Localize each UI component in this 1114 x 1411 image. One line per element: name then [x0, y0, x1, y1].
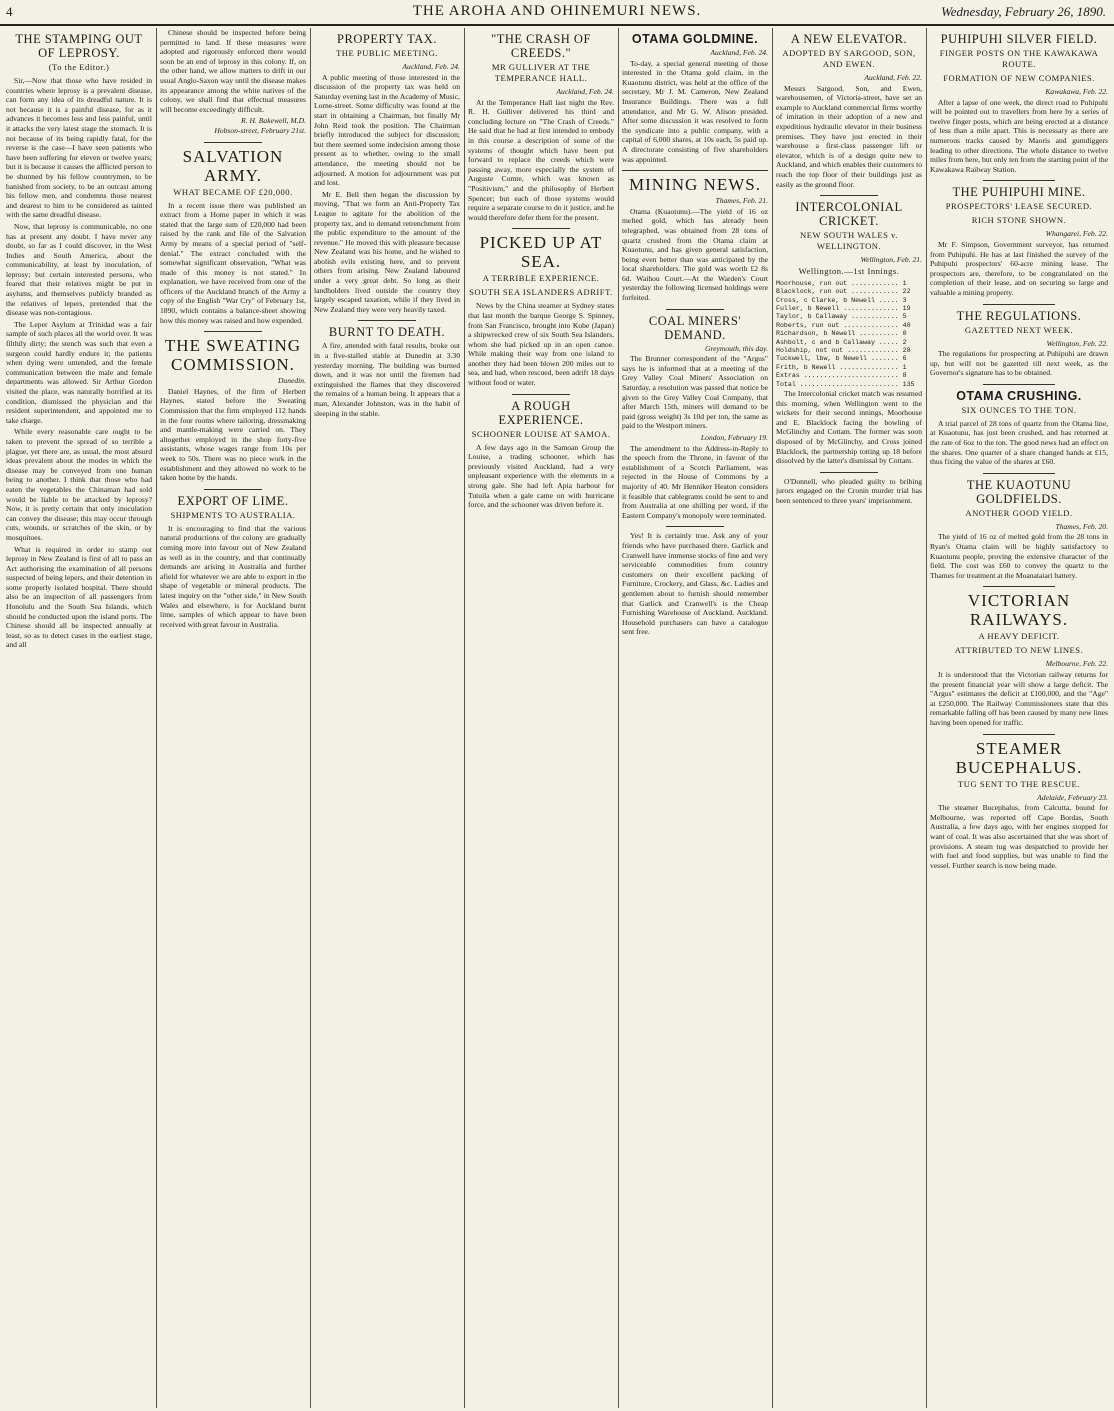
article-heading: THE PUHIPUHI MINE.: [952, 185, 1086, 200]
score-row: Ashbolt, c and b Callaway ..... 2: [776, 338, 907, 346]
divider: [983, 180, 1054, 181]
article-paragraph: What is required in order to stamp out leprosy in New Zealand is first of all to pass an Act authorising the examination of all persons suspected of being lepers, and their detention in some properly isolated hospital. There should also be an inspection of all passengers from Honolulu and the South Sea Islands, which should be conducted upon the island ports. The Chinese should all be inspected annually at least, so as to detect cases in the earliest stage, and all: [6, 544, 152, 650]
dateline: Whangarei, Feb. 22.: [1045, 229, 1108, 239]
article-heading: THE KUAOTUNU GOLDFIELDS.: [966, 477, 1072, 506]
article-paragraph: At the Temperance Hall last night the Rev. R. H. Gulliver delivered his third and concluding lecture on "The Crash of Creeds." He said that he had at first intended to embody in this course a description of some of the systems of thought which have been put forward to replace the creeds which were passing away, more especially the system of Auguste Comte, which was known as "Positivism," and the philosophy of Herbert Spencer; but each of those systems would require a separate course to do it justice, and he would therefore defer them for the present.: [468, 97, 614, 222]
dateline: Dunedin.: [277, 376, 306, 386]
dateline: Wellington, Feb. 21.: [860, 255, 922, 265]
article-subheading: MR GULLIVER AT THE TEMPERANCE HALL.: [491, 62, 591, 83]
divider: [820, 195, 878, 196]
column-1: [6, 28, 152, 1408]
divider: [204, 489, 262, 490]
score-row: Cross, c Clarke, b Newell ..... 3: [776, 296, 907, 304]
article-paragraph: The steamer Bucephalus, from Calcutta, bound for Melbourne, was reported off Cape Bordas, South Australia, a few days ago, with her engines stopped for want of coal. It was also ascertained that she was short of provisions. A steam tug was despatched to provide her with fuel and food supplies, but was unable to find the vessel. Further search is now being made.: [930, 803, 1108, 870]
dateline: Auckland, Feb. 24.: [556, 87, 614, 96]
article-heading: PROPERTY TAX.: [337, 32, 437, 46]
score-row: Blacklock, run out ............ 22: [776, 288, 911, 296]
article-paragraph: The yield of 16 oz of melted gold from the 28 tons in Ryan's Otama claim will be highly satisfactory to Kuaotunu people, proving the extensive character of the field. The cost was £60 to convey the quartz to the Thames for treatment at the Moanataiari battery.: [930, 532, 1108, 580]
article-subheading: SIX OUNCES TO THE TON.: [961, 404, 1077, 415]
dateline: Auckland, Feb. 22.: [864, 73, 922, 82]
article-paragraph: After a lapse of one week, the direct road to Puhipuhi will be pointed out to travellers from here by a series of twelve finger posts, which are being erected at a distance of less than a mile apart. This is necessary as there are numerous tracks caused by Maoris and gumdiggers leading to other directions. The whole distance to twelve miles from here, but only ten from the starting point of the Kawakawa Railway Station.: [930, 97, 1108, 174]
article-paragraph: In a recent issue there was published an extract from a Home paper in which it was stated that the large sum of £20,000 had been raised by the rank and file of the Salvation Army by means of a special period of "self-denial." The extract concluded with the somewhat significant observation, "What was made of this money is not stated." In explanation, we have received from one of the officers of the Auckland branch of the Army a copy of the English "War Cry" of February 1st, 1890, which contains a balance-sheet showing how this money was raised and how expended.: [160, 200, 306, 325]
divider: [512, 228, 570, 229]
article-heading: COAL MINERS' DEMAND.: [648, 313, 742, 342]
article-subheading: A HEAVY DEFICIT.: [978, 631, 1060, 642]
article-subheading: FORMATION OF NEW COMPANIES.: [943, 73, 1095, 83]
article-heading: OTAMA GOLDMINE.: [631, 32, 759, 46]
article-paragraph: A public meeting of those interested in the discussion of the property tax was held on Saturday evening last in the Academy of Music, Lorne-street. Some difficulty was found at the start in obtaining a Chairman, but finally Mr John Reid took the position. The Chairman briefly introduced the subject for discussion; but there seemed some indecision among those present as to whether, owing to the small attendance, the meeting should not be adjourned. A motion for adjournment was put and lost.: [314, 72, 460, 188]
divider: [983, 384, 1054, 385]
article-subheading: FINGER POSTS ON THE KAWAKAWA ROUTE.: [939, 48, 1099, 69]
article-paragraph: Otama (Kuaotunu).—The yield of 16 oz melted gold, which has already been telegraphed, was obtained from 28 tons of quartz crushed from the Otama claim at Kuaotunu, and has given general satisfaction, being even better than was anticipated by the local shareholders. The gold was worth £2 8s 6d. Waihou Court.—At the Warden's Court yesterday the following licensed holdings were forfeited.: [622, 206, 768, 303]
advertisement: Yes! It is certainly true. Ask any of your friends who have purchased there. Garlick and Cranwell have immense stocks of fine and very serviceable commodities from country customers on their excellent packing of Furniture, Crockery, and Glass, &c. Ladies and gentlemen about to furnish should remember that Garlick and Cranwell's is the Cheap Furnishing Warehouse of Auckland. Auckland. Household purchasers can have a catalogue sent free.: [622, 531, 768, 637]
article-subheading: RICH STONE SHOWN.: [971, 215, 1067, 226]
article-paragraph: Chinese should be inspected before being permitted to land. If these measures were adopted and rigorously enforced there would soon be an end of leprosy in this colony. If, on the other hand, we allow matters to drift in our usual Anglo-Saxon way until the disease makes its appearance among the white natives of the colony, we shall find that effectual measures will become exceedingly difficult.: [160, 28, 306, 114]
article-subheading: SOUTH SEA ISLANDERS ADRIFT.: [469, 287, 613, 298]
article-heading: THE REGULATIONS.: [956, 308, 1082, 323]
article-heading: THE SWEATING COMMISSION.: [164, 336, 302, 375]
article-subheading: TUG SENT TO THE RESCUE.: [958, 778, 1080, 789]
letter-address: Hobson-street, February 21st.: [214, 125, 306, 135]
column-7: [930, 28, 1108, 1408]
column-4: [468, 28, 614, 1408]
score-row: Moorhouse, run out ............ 1: [776, 279, 907, 287]
article-subheading: NEW SOUTH WALES v. WELLINGTON.: [800, 230, 898, 252]
page-number: 4: [6, 4, 13, 19]
dateline: Kawakawa, Feb. 22.: [1045, 87, 1108, 96]
article-paragraph: Sir,—Now that those who have resided in countries where leprosy is a prevalent disease, can form any idea of its dreadful nature. It is not because it is a painful disease, for as it advances it becomes less and less painful, until it attacks the very latest stage the stomach. It is not because of its being rapidly fatal, for the reverse is the case—I have seen patients who have been suffering for eleven or twelve years; but it is because it causes the afflicted person to be shunned by his fellow countrymen, to be banished from society, to be an outcast among his fellow men, and condemns those nearest and dearest to him to be considered as tainted with the same dreadful disease.: [6, 76, 152, 220]
article-paragraph: A fire, attended with fatal results, broke out in a five-stalled stable at Dunedin at 3.30 yesterday morning. The building was burned down, and it was not until the firemen had extinguished the flames that they discovered the remains of a human being. It appears that a man, Alexander Johnston, was in the habit of sleeping in the stable.: [314, 341, 460, 418]
article-subheading: ATTRIBUTED TO NEW LINES.: [954, 645, 1084, 656]
article-paragraph: The amendment to the Address-in-Reply to the speech from the Throne, in favour of the establishment of a Scotch Parliament, was rejected in the House of Commons by a majority of 40. Mr Henniker Heaton considers it feasible that cablegrams could be sent to and from Australia at one shilling per word, if the Eastern Company's monopoly were terminated.: [622, 443, 768, 520]
divider: [983, 734, 1054, 735]
article-heading: PICKED UP AT SEA.: [479, 233, 603, 272]
article-heading: STEAMER BUCEPHALUS.: [955, 738, 1083, 777]
divider: [204, 331, 262, 332]
divider: [358, 320, 416, 321]
article-heading: OTAMA CRUSHING.: [956, 388, 1082, 403]
article-heading: PUHIPUHI SILVER FIELD.: [940, 32, 1098, 46]
divider: [666, 526, 724, 527]
dateline: London, February 19.: [700, 433, 768, 442]
article-paragraph: The Intercolonial cricket match was resumed this morning, when Wellington went to the wickets for their second innings, Moorhouse and E. Blacklock facing the bowling of McGlinchy and Cottam. The former was soon disposed of by McGlinchy, and Cross joined Blacklock, the partnership totting up 18 before dissolved by the latter's dismissal by Cottam.: [776, 389, 922, 466]
article-paragraph: Now, that leprosy is communicable, no one has at present any doubt. I have never any doubt, so far as I could discover, in the West Indies and South America, about the communicability, at least by inoculation, of leprosy; but certain interested persons, who feared that their relatives might be put in asylums, and themselves publicly branded as the relatives of lepers, pretended that the disease was non-contagious.: [6, 221, 152, 318]
dateline: Melbourne, Feb. 22.: [1045, 659, 1108, 669]
score-row: Total ......................... 135: [776, 380, 915, 388]
score-row: Richardson, b Newell .......... 0: [776, 330, 907, 338]
column-3: [314, 28, 460, 1408]
column-rule: [926, 28, 927, 1408]
dateline: Auckland, Feb. 24.: [402, 62, 460, 71]
divider: [820, 472, 878, 473]
score-row: Holdship, not out ............. 28: [776, 346, 911, 354]
innings-heading: Wellington.—1st Innings.: [798, 265, 900, 276]
divider: [983, 304, 1054, 305]
column-rule: [310, 28, 311, 1408]
divider: [666, 309, 724, 310]
article-subheading: WHAT BECAME OF £20,000.: [173, 186, 293, 197]
article-heading: BURNT TO DEATH.: [328, 325, 446, 340]
article-subheading: GAZETTED NEXT WEEK.: [964, 324, 1074, 335]
article-heading: THE STAMPING OUT OF LEPROSY.: [15, 32, 143, 60]
article-paragraph: Daniel Haynes, of the firm of Herbert Haynes, stated before the Sweating Commission that the firm employed 112 hands in the four rooms where tailoring, dressmaking and mantle-making were carried on. They altogether employed in the shop forty-five assistants, whose wages range from 10s per week to 50s. There was no piece work in the establishment and they allowed no work to be taken home by the hands.: [160, 386, 306, 483]
divider: [512, 394, 570, 395]
newspaper-title: THE AROHA AND OHINEMURI NEWS.: [412, 3, 702, 19]
article-paragraph: Mr F. Simpson, Government surveyor, has returned from Puhipuhi. He has at last finished the survey of the Puhipuhi prospectors' 60-acre mining lease. The prospectors are, therefore, to be congratulated on the completion of their lease, and on securing so large and valuable a mining property.: [930, 239, 1108, 297]
article-paragraph: The Leper Asylum at Trinidad was a fair sample of such places all the world over. It was filthily dirty; the stench was such that even a surgeon could hardly endure it; the patients when dying were untended, and the female communication between the male and female departments was allowed. Sir Arthur Gordon visited the place, was naturally horrified at its condition, dismissed the physician and the resident superintendent, and appointed me to take charge.: [6, 319, 152, 425]
article-paragraph: Messrs Sargood, Son, and Ewen, warehousemen, of Victoria-street, have set an example to Auckland commercial firms worthy of imitation in their adoption of a new and expeditious hydraulic elevator in their business premises. They have just erected in their warehouse a first-class passenger lift or elevator, which is of a design quite new to Auckland, and which enables their customers to reach the top floor of their buildings just as easily as the ground floor.: [776, 83, 922, 189]
article-paragraph: A few days ago in the Samoan Group the Louise, a trading schooner, which has previously visited Auckland, had a very unpleasant experience with the elements in a strong gale. She had left Apia harbour for Tutuila when a gale came on with hurricane force, and the schooner was driven before it.: [468, 442, 614, 510]
article-paragraph: To-day, a special general meeting of those interested in the Otama gold claim, in the Kuaotunu district, was held at the office of the secretary, Mr J. M. Cameron, New Zealand Insurance Buildings. There was a full attendance, and Mr G. W. Alison presided. After some discussion it was resolved to form the syndicate into a public company, with a capital of 6,000 shares, at 10s each, 5s paid up. A directorate consisting of five shareholders was appointed.: [622, 58, 768, 164]
score-row: Taylor, b Callaway ............ 5: [776, 313, 907, 321]
article-subheading: SHIPMENTS TO AUSTRALIA.: [170, 509, 296, 520]
column-6: [776, 28, 922, 1408]
dateline: Adelaide, February 23.: [1037, 792, 1108, 802]
issue-date: Wednesday, February 26, 1890.: [941, 4, 1106, 19]
score-row: Roberts, run out .............. 40: [776, 321, 911, 329]
article-heading: A ROUGH EXPERIENCE.: [498, 398, 584, 427]
article-subheading: SCHOONER LOUISE AT SAMOA.: [471, 428, 611, 439]
article-subheading: ANOTHER GOOD YIELD.: [965, 507, 1073, 518]
divider: [622, 170, 768, 171]
column-rule: [772, 28, 773, 1408]
column-5: [622, 28, 768, 1408]
article-paragraph: It is encouraging to find that the various natural productions of the colony are gradually coming more into favour out of New Zealand as well as in the country, and that continually demands are arising in Australia and further afield for whatever we are able to export in the shape of vegetable or mineral products. The latest inquiry on the "other side," in New South Wales and elsewhere, is for Auckland burnt lime, samples of which appear to have been received with great favour in Australia.: [160, 523, 306, 629]
score-row: Fuller, b Newell .............. 19: [776, 304, 911, 312]
score-row: Extras ........................ 8: [776, 372, 907, 380]
dateline: Greymouth, this day.: [705, 343, 768, 353]
article-paragraph: The regulations for prospecting at Puhipuhi are drawn up, but will not be gazetted till next week, as the Governor's signature has to be obtained.: [930, 349, 1108, 378]
article-paragraph: While every reasonable care ought to be taken to prevent the spread of so terrible a plague, yet there are, as usual, the most absurd ideas prevalent about the modes in which the disease may be conveyed from one human being to another. I think that those who had eaten the vegetables the Chinaman had sold would be liable to be attacked by leprosy? Now, it is pretty certain that only inoculation can convey the disease; this may occur through cuts, wounds, or scratches of the skin, or by mosquitoes.: [6, 427, 152, 542]
article-paragraph: Mr E. Bell then began the discussion by moving, "That we form an Anti-Property Tax League to agitate for the abolition of the property tax, and to demand retrenchment from the public expenditure to the amount of the revenue." He moved this with pleasure because New Zealand was his home, and he wished to abolish evils existing here, and to prevent others from arising. New Zealand laboured under a very great debt. So long as their landholders lived outside the country they largely escaped taxation, while if they lived in New Zealand they were very heavily taxed.: [314, 189, 460, 314]
letter-signature: R. H. Bakewell, M.D.: [241, 116, 306, 126]
article-heading: MINING NEWS.: [629, 175, 761, 195]
article-subheading: A TERRIBLE EXPERIENCE.: [482, 273, 600, 284]
article-heading: INTERCOLONIAL CRICKET.: [795, 200, 903, 229]
dateline: Thames, Feb. 21.: [715, 196, 768, 206]
divider: [983, 473, 1054, 474]
dateline: Thames, Feb. 20.: [1055, 521, 1108, 531]
masthead: [0, 0, 1114, 26]
score-row: Frith, b Newell ............... 1: [776, 363, 907, 371]
article-paragraph: O'Donnell, who pleaded guilty to bribing jurors engaged on the Cronin murder trial has been sentenced to three years' imprisonment.: [776, 476, 922, 505]
article-heading: VICTORIAN RAILWAYS.: [967, 591, 1071, 630]
score-row: Tuckwell, lbw, b Newell ....... 6: [776, 355, 907, 363]
article-subheading: ADOPTED BY SARGOOD, SON, AND EWEN.: [782, 48, 916, 69]
article-paragraph: News by the China steamer at Sydney states that last month the barque George S. Spinney, from San Francisco, brought into Kobe (Japan) a shipwrecked crew of six South Sea Islanders, whom she had picked up in an open canoe. While making their way from one island to another they had been blown 200 miles out to sea, and had, when rescued, been adrift 18 days without food or water.: [468, 301, 614, 388]
dateline: Wellington, Feb. 22.: [1046, 338, 1108, 348]
article-paragraph: It is understood that the Victorian railway returns for the present financial year will show a large deficit. The "Argus" estimates the deficit at £100,000, and the "Age" at £250,000. The Railway Commissioners state that this remarkable falling off has been caused by many new lines having been opened for traffic.: [930, 670, 1108, 727]
column-rule: [464, 28, 465, 1408]
column-2: [160, 28, 306, 1408]
article-subheading: (To the Editor.): [48, 62, 110, 72]
article-heading: EXPORT OF LIME.: [177, 493, 289, 508]
divider: [983, 586, 1054, 587]
divider: [204, 142, 262, 143]
article-paragraph: A trial parcel of 28 tons of quartz from the Otama line, at Kuaotunu, has just been crushed, and has returned at the rate of 6oz to the ton. The good news had an effect on the shares. One quarter of a share changed hands at £15, thus fixing the value of the shares at £60.: [930, 418, 1108, 467]
dateline: Auckland, Feb. 24.: [710, 48, 768, 57]
article-subheading: THE PUBLIC MEETING.: [336, 48, 438, 58]
article-heading: SALVATION ARMY.: [182, 146, 284, 185]
article-paragraph: The Brunner correspondent of the "Argus" says he is informed that at a meeting of the Grey Valley Coal Miners' Association on Saturday, a resolution was passed that notice be given to the Grey Valley Coal Company, that after March 15th, miners will demand to be paid (gross weight) 3s 10d per ton, the same as paid to the Westport miners.: [622, 354, 768, 431]
article-heading: A NEW ELEVATOR.: [790, 32, 908, 46]
article-heading: "THE CRASH OF CREEDS.": [491, 32, 591, 60]
column-rule: [156, 28, 157, 1408]
column-rule: [618, 28, 619, 1408]
cricket-scorecard: [776, 280, 922, 389]
article-subheading: PROSPECTORS' LEASE SECURED.: [945, 201, 1093, 212]
